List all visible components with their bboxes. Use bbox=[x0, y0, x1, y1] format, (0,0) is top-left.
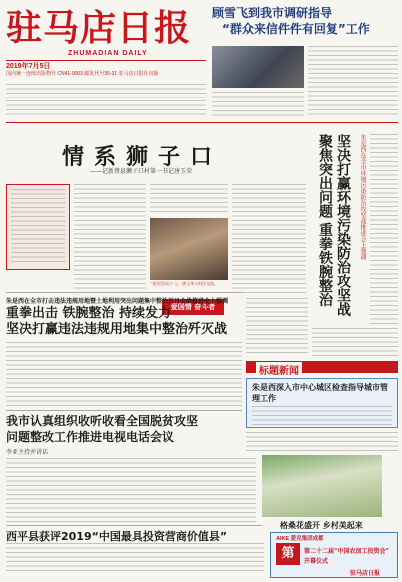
vertical-kicker: 朱是西在全市环境污染防治攻坚战推进会上强调 bbox=[359, 134, 366, 260]
brief-news-text-2 bbox=[246, 432, 398, 452]
top-headline-1[interactable]: 顾雪飞到我市调研指导 bbox=[212, 6, 333, 20]
section1-headline-2[interactable]: 坚决打赢违法违规用地集中整治歼灭战 bbox=[6, 322, 228, 337]
masthead-text-lines bbox=[6, 84, 206, 98]
feature-photo-caption: “党员活动日”上，唐玉荣与村民交流。 bbox=[150, 281, 219, 286]
section3-text bbox=[6, 543, 264, 571]
publication-info: 国内统一连续出版物号 CN41-0063 邮发代号35-31 驻马店日报社出版 bbox=[6, 70, 159, 77]
top-headline-2[interactable]: “群众来信件件有回复”工作 bbox=[222, 22, 370, 36]
divider-3 bbox=[6, 525, 262, 526]
ad-line-1: 第二十二届“中国农加工投资会” bbox=[304, 548, 389, 555]
divider-2 bbox=[6, 410, 242, 411]
feature-sidebar-box bbox=[6, 184, 70, 270]
section2-headline-1[interactable]: 我市认真组织收听收看全国脱贫攻坚 bbox=[6, 414, 199, 428]
ad-line-2: 开幕仪式 bbox=[304, 558, 329, 565]
footer-brand: 驻马店日报 bbox=[350, 570, 381, 577]
brief-news-text bbox=[252, 406, 392, 426]
feature-title[interactable]: 情系狮子口 bbox=[62, 144, 223, 170]
masthead-info bbox=[6, 64, 206, 77]
ad-big-character: 第 bbox=[276, 543, 300, 565]
top-story-photo bbox=[212, 46, 304, 88]
feature-subtitle: ——记新蔡县狮子口村第一书记唐玉荣 bbox=[90, 168, 193, 175]
masthead-column-text bbox=[6, 100, 206, 118]
vertical-story-text bbox=[370, 134, 398, 324]
masthead-logo: 驻马店日报 bbox=[6, 7, 192, 49]
section1-text bbox=[6, 342, 242, 408]
flower-photo-caption: 格桑花盛开 乡村美起来 bbox=[280, 520, 363, 530]
vertical-headline[interactable]: 坚决打赢环境污染防治攻坚战 聚焦突出问题 重拳铁腕整治 bbox=[317, 134, 351, 316]
feature-text-col2 bbox=[150, 184, 228, 214]
feature-text-col3 bbox=[232, 184, 306, 294]
section1-kicker: 朱是西在全市打击违法违规用地暨土地利用突出问题集中整治百日会战推进会上强调 bbox=[6, 298, 229, 305]
top-story-text bbox=[308, 46, 398, 118]
banner-title: 标题新闻 bbox=[256, 362, 302, 377]
vertical-story-text-2 bbox=[246, 298, 308, 356]
section-divider bbox=[6, 122, 398, 123]
masthead-english: ZHUMADIAN DAILY bbox=[68, 50, 148, 57]
flower-field-photo bbox=[262, 455, 382, 517]
feature-photo bbox=[150, 218, 228, 280]
promo-banner[interactable]: 爱国情 奋斗者 bbox=[162, 299, 224, 315]
divider bbox=[6, 292, 242, 293]
vertical-story-text-3 bbox=[312, 328, 398, 356]
section2-headline-2[interactable]: 问题整改工作推进电视电话会议 bbox=[6, 430, 175, 444]
section2-subtitle: 李亚主持并讲话 bbox=[6, 449, 49, 456]
brief-news-headline[interactable]: 朱是西深入市中心城区检查指导城市管理工作 bbox=[252, 383, 388, 403]
issue-date: 2019年7月5日 bbox=[6, 63, 51, 70]
section2-text bbox=[6, 458, 256, 522]
section1-headline-1[interactable]: 重拳出击 铁腕整治 持续发力 bbox=[6, 306, 172, 321]
feature-text-col1 bbox=[74, 184, 146, 294]
top-story-text-2 bbox=[212, 92, 304, 118]
ad-headline: AIKE 爱克集团成都 bbox=[276, 536, 324, 542]
section3-headline[interactable]: 西平县获评2019“中国最具投资营商价值县” bbox=[6, 530, 228, 543]
masthead-rule bbox=[6, 60, 206, 61]
